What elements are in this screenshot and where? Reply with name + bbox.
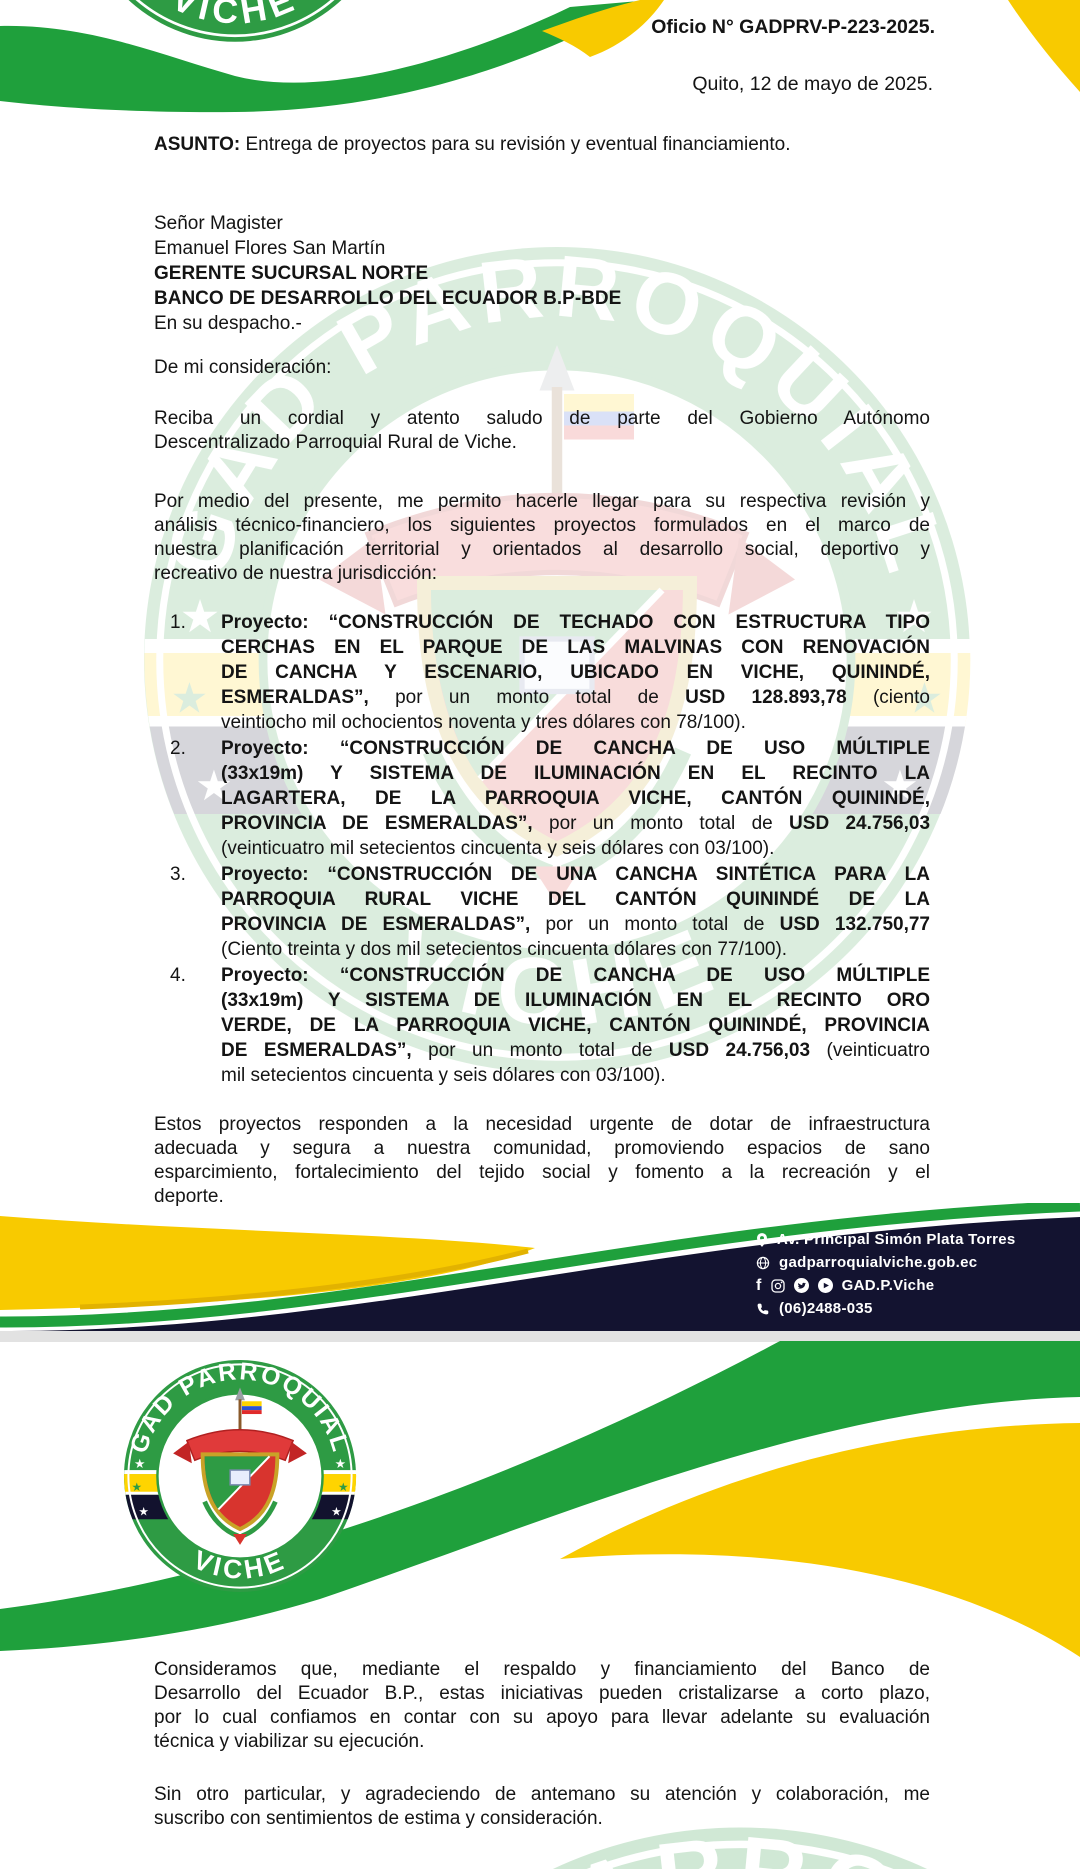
text-line: nuestra planificación territorial y orientados al desarrollo social, deportivo y bbox=[154, 539, 930, 560]
globe-icon bbox=[756, 1256, 770, 1270]
text-line: Proyecto: “CONSTRUCCIÓN DE UNA CANCHA SINTÉTICA PARA LA bbox=[221, 864, 930, 885]
footer-address: Av. Principal Simón Plata Torres bbox=[777, 1231, 1016, 1248]
text-line: Sin otro particular, y agradeciendo de antemano su atención y colaboración, me bbox=[154, 1784, 930, 1805]
date-line: Quito, 12 de mayo de 2025. bbox=[692, 73, 933, 95]
contact-address-row bbox=[756, 1231, 1016, 1248]
text-line: adecuada y segura a nuestra comunidad, promoviendo espacios de sano bbox=[154, 1138, 930, 1159]
text-line: esparcimiento, fortalecimiento del tejido social y fomento a la recreación y el bbox=[154, 1162, 930, 1183]
project-item bbox=[154, 610, 930, 735]
subject-label: ASUNTO: bbox=[154, 134, 241, 155]
header-logo-seal-partial bbox=[65, 0, 405, 55]
phone-icon bbox=[756, 1302, 770, 1316]
text-line: BANCO DE DESARROLLO DEL ECUADOR B.P-BDE bbox=[154, 288, 622, 309]
page2-logo-seal bbox=[122, 1358, 358, 1594]
text-line: técnica y viabilizar su ejecución. bbox=[154, 1731, 425, 1752]
twitter-icon bbox=[794, 1278, 809, 1293]
paragraph-greeting bbox=[154, 407, 930, 455]
text-line: Proyecto: “CONSTRUCCIÓN DE CANCHA DE USO MÚLTIPLE bbox=[221, 965, 930, 986]
text-line: PROVINCIA DE ESMERALDAS”, por un monto total de USD 24.756,03 bbox=[221, 813, 931, 834]
text-line: CERCHAS EN EL PARQUE DE LAS MALVINAS CON RENOVACIÓN bbox=[221, 637, 930, 658]
text-line: análisis técnico-financiero, los siguientes proyectos formulados en el marco de bbox=[154, 515, 930, 536]
text-line: Proyecto: “CONSTRUCCIÓN DE TECHADO CON ESTRUCTURA TIPO bbox=[221, 612, 930, 633]
location-pin-icon bbox=[756, 1232, 768, 1248]
oficio-number: Oficio N° GADPRV-P-223-2025. bbox=[651, 16, 935, 38]
contact-website-row bbox=[756, 1254, 1016, 1271]
text-line: mil setecientos cincuenta y seis dólares con 03/100). bbox=[221, 1065, 666, 1086]
paragraph-closing-p1 bbox=[154, 1113, 930, 1209]
text-line: DE CANCHA Y ESCENARIO, UBICADO EN VICHE, QUININDÉ, bbox=[221, 662, 930, 683]
text-line: Señor Magister bbox=[154, 213, 283, 234]
text-line: por lo cual confiamos en contar con su apoyo para llevar adelante su evaluación bbox=[154, 1707, 930, 1728]
text-line: (33x19m) Y SISTEMA DE ILUMINACIÓN EN EL RECINTO LA bbox=[221, 763, 930, 784]
paragraph-consideration bbox=[154, 1658, 930, 1754]
footer-contact bbox=[756, 1231, 1016, 1323]
text-line: Reciba un cordial y atento saludo de parte del Gobierno Autónomo bbox=[154, 408, 930, 429]
text-line: PARROQUIA RURAL VICHE DEL CANTÓN QUININDÉ DE LA bbox=[221, 889, 930, 910]
text-line: Proyecto: “CONSTRUCCIÓN DE CANCHA DE USO MÚLTIPLE bbox=[221, 738, 930, 759]
text-line: ESMERALDAS”, por un monto total de USD 128.893,78 (ciento bbox=[221, 687, 930, 708]
project-item bbox=[154, 736, 930, 861]
text-line: PROVINCIA DE ESMERALDAS”, por un monto total de USD 132.750,77 bbox=[221, 914, 930, 935]
text-line: deporte. bbox=[154, 1186, 224, 1207]
text-line: DE ESMERALDAS”, por un monto total de USD 24.756,03 (veinticuatro bbox=[221, 1040, 930, 1061]
text-line: GERENTE SUCURSAL NORTE bbox=[154, 263, 429, 284]
text-line: Por medio del presente, me permito hacerle llegar para su respectiva revisión y bbox=[154, 491, 930, 512]
paragraph-farewell bbox=[154, 1783, 930, 1831]
footer-phone: (06)2488-035 bbox=[779, 1300, 873, 1317]
text-line: veintiocho mil ochocientos noventa y tres dólares con 78/100). bbox=[221, 712, 746, 733]
text-line: recreativo de nuestra jurisdicción: bbox=[154, 563, 438, 584]
text-line: En su despacho.- bbox=[154, 313, 302, 334]
text-line: VERDE, DE LA PARROQUIA VICHE, CANTÓN QUININDÉ, PROVINCIA bbox=[221, 1015, 930, 1036]
text-line: Desarrollo del Ecuador B.P., estas iniciativas pueden cristalizarse a corto plazo, bbox=[154, 1683, 930, 1704]
project-item bbox=[154, 963, 930, 1088]
text-line: Emanuel Flores San Martín bbox=[154, 238, 386, 259]
contact-social-row bbox=[756, 1277, 1016, 1294]
youtube-icon bbox=[818, 1278, 833, 1293]
projects-list bbox=[154, 610, 930, 1089]
facebook-icon: f bbox=[756, 1276, 762, 1294]
subject-line bbox=[154, 133, 954, 157]
text-line: Descentralizado Parroquial Rural de Viche. bbox=[154, 432, 517, 453]
contact-phone-row bbox=[756, 1300, 1016, 1317]
footer-website: gadparroquialviche.gob.ec bbox=[779, 1254, 978, 1271]
project-number: 1. bbox=[170, 612, 186, 633]
text-line: (veinticuatro mil setecientos cincuenta y seis dólares con 03/100). bbox=[221, 838, 775, 859]
text-line: Consideramos que, mediante el respaldo y financiamiento del Banco de bbox=[154, 1659, 930, 1680]
text-line: (33x19m) Y SISTEMA DE ILUMINACIÓN EN EL RECINTO ORO bbox=[221, 990, 930, 1011]
subject-text: Entrega de proyectos para su revisión y eventual financiamiento. bbox=[240, 134, 791, 155]
project-number: 4. bbox=[170, 965, 186, 986]
project-item bbox=[154, 862, 930, 962]
text-line: (Ciento treinta y dos mil setecientos cincuenta dólares con 77/100). bbox=[221, 939, 788, 960]
instagram-icon bbox=[771, 1279, 785, 1293]
salutation: De mi consideración: bbox=[154, 357, 332, 378]
paragraph-intro bbox=[154, 490, 930, 586]
text-line: Estos proyectos responden a la necesidad urgente de dotar de infraestructura bbox=[154, 1114, 930, 1135]
footer-social-handle: GAD.P.Viche bbox=[841, 1277, 935, 1294]
project-number: 2. bbox=[170, 738, 186, 759]
text-line: suscribo con sentimientos de estima y consideración. bbox=[154, 1808, 603, 1829]
project-number: 3. bbox=[170, 864, 186, 885]
text-line: LAGARTERA, DE LA PARROQUIA VICHE, CANTÓN QUININDÉ, bbox=[221, 788, 930, 809]
recipient-block bbox=[154, 211, 930, 336]
